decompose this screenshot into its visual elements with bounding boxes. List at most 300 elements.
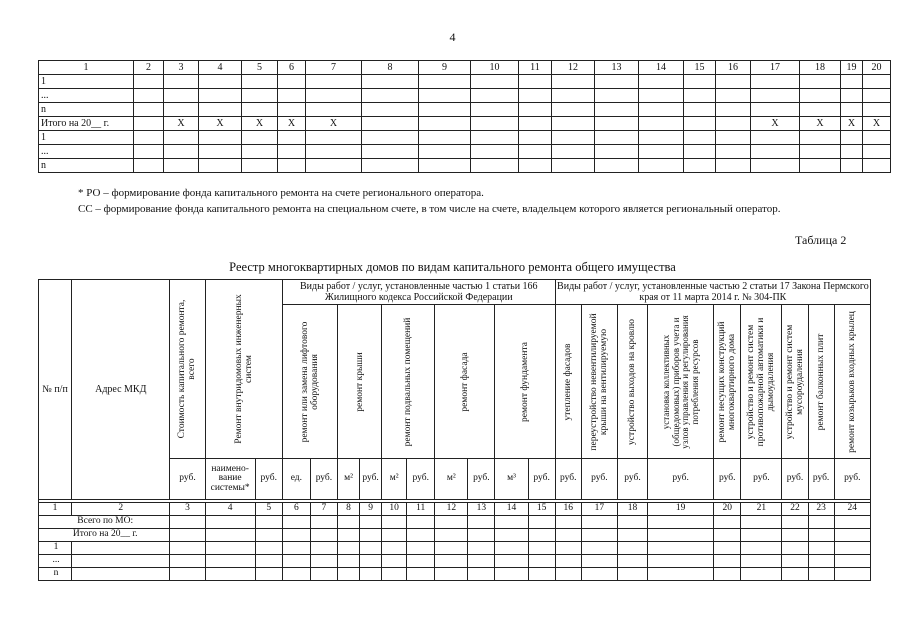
table-row — [39, 145, 891, 159]
table-cell: Х — [164, 117, 199, 131]
table-cell — [337, 542, 359, 555]
unit-cell: м² — [382, 459, 407, 500]
registry-table — [38, 279, 871, 581]
table-cell — [581, 542, 617, 555]
unit-cell: руб. — [648, 459, 714, 500]
table-cell — [205, 529, 255, 542]
table-cell — [170, 529, 205, 542]
col-foundation-header: ремонт фундамента — [495, 305, 555, 459]
table-cell — [716, 159, 751, 173]
table-cell — [684, 117, 716, 131]
table-cell — [471, 131, 519, 145]
table-cell — [741, 568, 782, 581]
table-cell — [782, 568, 808, 581]
table-cell: 6 — [278, 61, 306, 75]
table-cell — [595, 117, 639, 131]
table-cell: 11 — [519, 61, 552, 75]
table-cell — [834, 555, 870, 568]
table-cell — [278, 103, 306, 117]
table-cell — [360, 555, 382, 568]
column-number: 23 — [808, 503, 834, 516]
table-cell — [134, 145, 164, 159]
table-cell — [362, 103, 419, 117]
unit-cell: ед. — [282, 459, 310, 500]
table-cell — [555, 568, 581, 581]
table-cell — [72, 555, 170, 568]
row-label: ... — [39, 555, 72, 568]
table-cell — [751, 103, 800, 117]
table-cell — [751, 131, 800, 145]
column-number: 17 — [581, 503, 617, 516]
table-cell: 9 — [419, 61, 471, 75]
table-cell — [134, 75, 164, 89]
table-cell — [419, 131, 471, 145]
table-cell — [164, 89, 199, 103]
table-cell — [639, 145, 684, 159]
table-cell — [278, 145, 306, 159]
table-cell — [741, 529, 782, 542]
table-cell — [863, 145, 891, 159]
col-total-header: Стоимость капитального ремонта, всего — [170, 280, 205, 459]
table-cell — [519, 89, 552, 103]
table-cell — [471, 103, 519, 117]
table-cell — [648, 555, 714, 568]
table-cell — [255, 516, 282, 529]
table-cell — [617, 516, 647, 529]
table-cell — [170, 568, 205, 581]
group1-header: Виды работ / услуг, установленные частью 1 статьи 166 Жилищного кодекса Российской Федерации — [282, 280, 555, 305]
table-cell: n — [39, 103, 134, 117]
unit-cell: руб. — [741, 459, 782, 500]
table-cell — [362, 117, 419, 131]
table-cell — [519, 131, 552, 145]
table-cell — [242, 89, 278, 103]
table-cell — [863, 89, 891, 103]
table-cell — [495, 516, 528, 529]
table-cell — [552, 131, 595, 145]
table-cell — [435, 542, 468, 555]
table-cell — [199, 103, 242, 117]
col-insulation-header: утепление фасадов — [555, 305, 581, 459]
table-cell — [684, 145, 716, 159]
table-header-row — [39, 61, 891, 75]
table-cell — [617, 529, 647, 542]
table-cell — [519, 103, 552, 117]
table-cell: ... — [39, 145, 134, 159]
table-cell — [716, 75, 751, 89]
unit-cell: руб. — [360, 459, 382, 500]
col-canopy-header: ремонт козырьков входных крылец — [834, 305, 870, 459]
table-row — [39, 131, 891, 145]
table-cell — [360, 542, 382, 555]
table-cell — [407, 529, 435, 542]
table-cell — [242, 145, 278, 159]
col-num-header: № п/п — [39, 280, 72, 500]
table-cell — [310, 555, 337, 568]
continuation-table — [38, 60, 891, 173]
column-number: 8 — [337, 503, 359, 516]
unit-cell: руб. — [310, 459, 337, 500]
table-cell: 12 — [552, 61, 595, 75]
column-number: 5 — [255, 503, 282, 516]
table-cell — [407, 542, 435, 555]
col-facade-header: ремонт фасада — [435, 305, 495, 459]
table-cell — [595, 159, 639, 173]
table-cell — [800, 159, 841, 173]
unit-cell: руб. — [528, 459, 555, 500]
group2-header: Виды работ / услуг, установленные частью 2 статьи 17 Закона Пермского края от 11 марта 2014 г. № 304-ПК — [557, 281, 869, 303]
unit-cell: наимено-вание системы* — [205, 459, 255, 500]
table-cell — [419, 145, 471, 159]
table-cell — [435, 568, 468, 581]
table-cell — [435, 516, 468, 529]
table-cell — [751, 75, 800, 89]
table-cell — [834, 516, 870, 529]
col-engineering-header: Ремонт внутридомовых инженерных систем — [205, 280, 282, 459]
table-cell — [199, 159, 242, 173]
table-cell — [310, 542, 337, 555]
table-row — [39, 542, 871, 555]
table-cell — [164, 131, 199, 145]
table-cell — [199, 145, 242, 159]
table-cell — [519, 159, 552, 173]
table-cell — [528, 542, 555, 555]
table-cell — [382, 555, 407, 568]
table-cell — [435, 529, 468, 542]
unit-cell: м² — [435, 459, 468, 500]
table-cell — [863, 131, 891, 145]
table-cell — [495, 568, 528, 581]
table-cell — [407, 516, 435, 529]
table-cell: Х — [863, 117, 891, 131]
table-cell — [468, 542, 495, 555]
table-cell — [617, 555, 647, 568]
table-cell: 10 — [471, 61, 519, 75]
table-cell — [684, 89, 716, 103]
table-row — [39, 159, 891, 173]
table-cell — [648, 568, 714, 581]
column-number: 7 — [310, 503, 337, 516]
table-cell — [310, 516, 337, 529]
column-number: 18 — [617, 503, 647, 516]
table-cell — [255, 542, 282, 555]
table-cell — [495, 555, 528, 568]
table-cell — [751, 145, 800, 159]
unit-cell: руб. — [834, 459, 870, 500]
table-cell — [164, 145, 199, 159]
col-balcony-header: ремонт балконных плит — [808, 305, 834, 459]
table-cell — [834, 529, 870, 542]
table-cell — [468, 568, 495, 581]
table-cell — [581, 568, 617, 581]
table-cell — [362, 145, 419, 159]
table-cell — [337, 529, 359, 542]
table-cell — [205, 542, 255, 555]
table-cell — [255, 568, 282, 581]
table-cell — [552, 89, 595, 103]
col-elevator-header: ремонт или замена лифтового оборудования — [282, 305, 337, 459]
table-cell — [134, 103, 164, 117]
table-cell — [362, 131, 419, 145]
column-number: 12 — [435, 503, 468, 516]
table-cell: 2 — [134, 61, 164, 75]
unit-cell: руб. — [468, 459, 495, 500]
table-cell — [310, 529, 337, 542]
table-cell — [468, 516, 495, 529]
table-cell — [306, 159, 362, 173]
table-cell: Х — [306, 117, 362, 131]
table-cell — [337, 555, 359, 568]
unit-cell: м² — [337, 459, 359, 500]
unit-cell: руб. — [407, 459, 435, 500]
table-row — [39, 117, 891, 131]
column-numbers-row — [39, 503, 871, 516]
column-number: 11 — [407, 503, 435, 516]
table-cell — [278, 75, 306, 89]
table-cell — [419, 89, 471, 103]
table-cell — [528, 568, 555, 581]
table-cell — [581, 516, 617, 529]
table-cell — [306, 75, 362, 89]
column-number: 15 — [528, 503, 555, 516]
table-cell — [382, 516, 407, 529]
footnote-ro: * РО – формирование фонда капитального ремонта на счете регионального оператора. — [78, 187, 484, 199]
table-cell — [617, 542, 647, 555]
table-cell — [382, 529, 407, 542]
table-cell — [782, 542, 808, 555]
table-cell — [278, 131, 306, 145]
table-cell — [495, 542, 528, 555]
table-cell — [282, 568, 310, 581]
unit-cell: руб. — [170, 459, 205, 500]
table-cell — [278, 159, 306, 173]
table-cell — [714, 542, 741, 555]
table-cell — [595, 89, 639, 103]
table-cell — [714, 568, 741, 581]
table-cell — [519, 75, 552, 89]
table-cell — [841, 159, 863, 173]
table-cell — [800, 103, 841, 117]
table-cell — [205, 516, 255, 529]
table-cell — [170, 542, 205, 555]
table-cell: 3 — [164, 61, 199, 75]
table-cell — [72, 542, 170, 555]
table-cell — [648, 542, 714, 555]
table-cell — [471, 75, 519, 89]
table-cell — [282, 516, 310, 529]
table-cell — [471, 159, 519, 173]
table-cell — [552, 159, 595, 173]
table-cell — [282, 529, 310, 542]
col-meters-header: установка коллективных (общедомовых) приборов учета и узлов управления и регулирования потребления ресурсов — [648, 305, 714, 459]
column-number: 24 — [834, 503, 870, 516]
unit-cell: руб. — [255, 459, 282, 500]
table-cell — [716, 131, 751, 145]
table-cell — [242, 159, 278, 173]
table-row — [39, 555, 871, 568]
table-cell: n — [39, 159, 134, 173]
table-cell — [134, 131, 164, 145]
col-garbage-header: устройство и ремонт систем мусороудаления — [782, 305, 808, 459]
table-cell — [435, 555, 468, 568]
column-number: 19 — [648, 503, 714, 516]
column-number: 9 — [360, 503, 382, 516]
table-label: Таблица 2 — [795, 233, 847, 247]
table-cell — [741, 542, 782, 555]
table-cell: Х — [278, 117, 306, 131]
table-cell — [555, 555, 581, 568]
column-number: 2 — [72, 503, 170, 516]
table-cell — [716, 145, 751, 159]
table-cell — [595, 103, 639, 117]
table-cell — [639, 117, 684, 131]
table-cell: 8 — [362, 61, 419, 75]
table-cell — [800, 75, 841, 89]
table-row — [39, 568, 871, 581]
table-cell — [419, 75, 471, 89]
table-cell — [595, 75, 639, 89]
table-cell: 14 — [639, 61, 684, 75]
table-cell — [581, 555, 617, 568]
table-cell — [863, 75, 891, 89]
table-cell — [205, 555, 255, 568]
table-cell — [382, 542, 407, 555]
table-cell: Х — [242, 117, 278, 131]
table-cell — [808, 542, 834, 555]
unit-cell: руб. — [782, 459, 808, 500]
table-cell — [419, 103, 471, 117]
table-cell — [164, 159, 199, 173]
table-cell — [282, 542, 310, 555]
table-cell — [360, 516, 382, 529]
table-cell: 20 — [863, 61, 891, 75]
table-cell — [800, 89, 841, 103]
col-fire-systems-header: устройство и ремонт систем противопожарной автоматики и дымоудаления — [741, 305, 782, 459]
table-cell — [595, 131, 639, 145]
table-cell — [407, 555, 435, 568]
table-cell — [751, 159, 800, 173]
column-number: 22 — [782, 503, 808, 516]
table-cell — [362, 89, 419, 103]
table-cell — [471, 145, 519, 159]
table-cell — [555, 516, 581, 529]
table-cell — [639, 131, 684, 145]
table-cell — [471, 89, 519, 103]
table-cell — [242, 75, 278, 89]
table-cell: 19 — [841, 61, 863, 75]
table-cell: Итого на 20__ г. — [39, 117, 134, 131]
col-address-header: Адрес МКД — [72, 280, 170, 500]
table-cell — [684, 75, 716, 89]
table-cell — [714, 516, 741, 529]
table-cell — [205, 568, 255, 581]
table-cell — [134, 117, 164, 131]
row-label: n — [39, 568, 72, 581]
table-cell — [617, 568, 647, 581]
table-cell — [134, 89, 164, 103]
table-cell — [555, 529, 581, 542]
table-cell — [199, 75, 242, 89]
column-number: 14 — [495, 503, 528, 516]
table-cell — [528, 516, 555, 529]
table-cell — [382, 568, 407, 581]
table-cell: 17 — [751, 61, 800, 75]
table-cell — [800, 145, 841, 159]
row-label: Всего по МО: — [39, 516, 170, 529]
table-row — [39, 75, 891, 89]
column-number: 16 — [555, 503, 581, 516]
table-cell — [863, 103, 891, 117]
table-cell — [841, 89, 863, 103]
col-basement-header: ремонт подвальных помещений — [382, 305, 435, 459]
table-cell: Х — [841, 117, 863, 131]
table-cell — [684, 103, 716, 117]
column-number: 6 — [282, 503, 310, 516]
column-number: 21 — [741, 503, 782, 516]
table-cell — [595, 145, 639, 159]
table-cell — [684, 131, 716, 145]
table-cell — [337, 516, 359, 529]
table-cell — [716, 89, 751, 103]
column-number: 13 — [468, 503, 495, 516]
table-cell — [310, 568, 337, 581]
table-cell — [528, 529, 555, 542]
table-row — [39, 516, 871, 529]
table-cell — [419, 159, 471, 173]
table-cell — [552, 145, 595, 159]
table-cell — [808, 555, 834, 568]
table-cell — [468, 555, 495, 568]
col-roof-conversion-header: переустройство невентилируемой крыши на вентилируемую — [581, 305, 617, 459]
table-row — [39, 103, 891, 117]
table-cell — [581, 529, 617, 542]
unit-cell: руб. — [808, 459, 834, 500]
table-cell — [362, 159, 419, 173]
table-cell — [782, 555, 808, 568]
table-cell — [255, 529, 282, 542]
table-cell: Х — [751, 117, 800, 131]
table-cell — [552, 117, 595, 131]
table-cell — [337, 568, 359, 581]
table-cell — [716, 103, 751, 117]
table-cell — [519, 145, 552, 159]
unit-cell: руб. — [714, 459, 741, 500]
footnote-ss: СС – формирование фонда капитального ремонта на специальном счете, в том числе на счете, владельцем которого является региональный оператор. — [78, 203, 781, 215]
table-cell — [552, 75, 595, 89]
table-cell: Х — [199, 117, 242, 131]
table-cell — [834, 568, 870, 581]
table-cell — [808, 516, 834, 529]
table-cell: 1 — [39, 75, 134, 89]
table-cell — [306, 103, 362, 117]
col-roof-header: ремонт крыши — [337, 305, 381, 459]
table-cell: Х — [800, 117, 841, 131]
table-cell — [648, 516, 714, 529]
table-cell — [360, 529, 382, 542]
registry-title: Реестр многоквартирных домов по видам капитального ремонта общего имущества — [229, 260, 676, 274]
table-cell — [648, 529, 714, 542]
table-cell — [306, 131, 362, 145]
table-cell — [495, 529, 528, 542]
table-cell: 16 — [716, 61, 751, 75]
table-cell — [782, 529, 808, 542]
table-cell — [639, 75, 684, 89]
table-row — [39, 89, 891, 103]
table-cell — [306, 145, 362, 159]
table-cell: 1 — [39, 131, 134, 145]
table-cell: 18 — [800, 61, 841, 75]
table-cell — [278, 89, 306, 103]
